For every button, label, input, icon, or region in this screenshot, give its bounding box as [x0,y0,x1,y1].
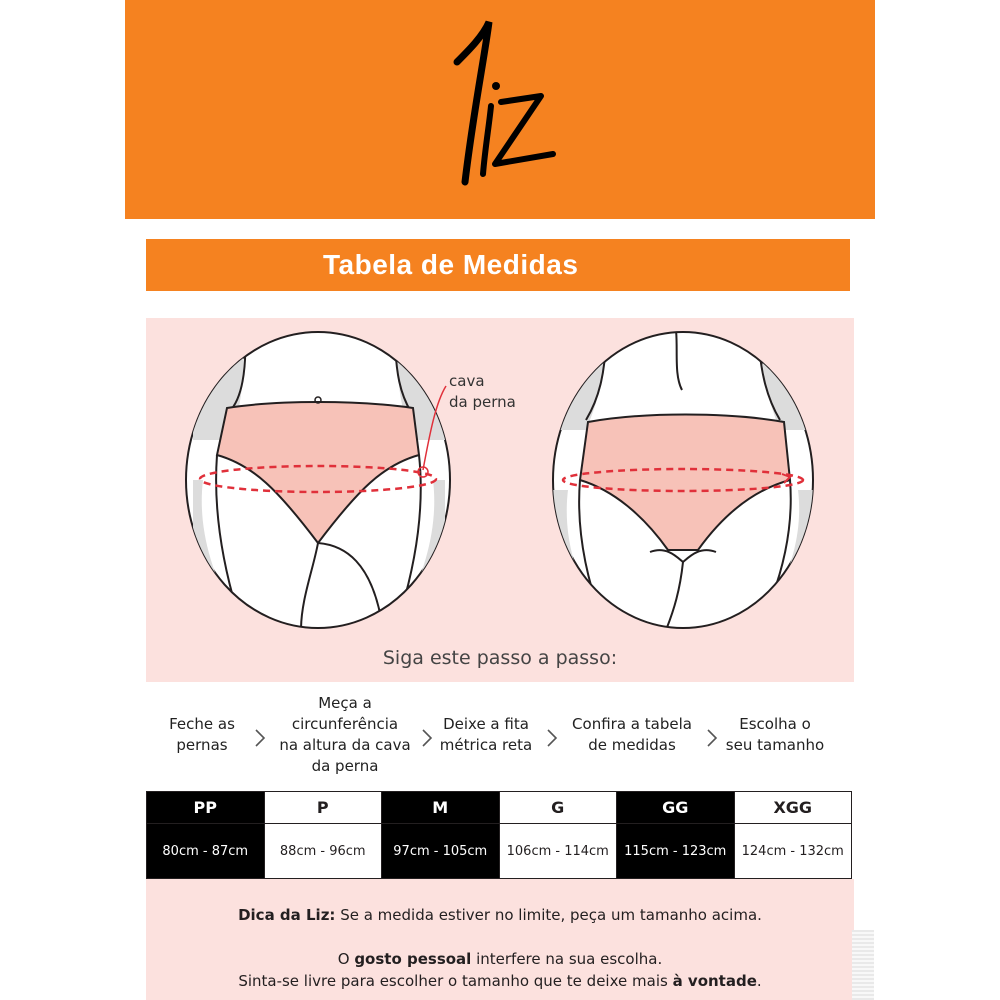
tip-line-1 [146,906,854,924]
edge-decoration [852,930,874,1000]
tip-line-3 [146,972,854,990]
size-measure: 88cm - 96cm [264,824,382,879]
step-close-legs [154,714,250,756]
steps-row [146,682,854,790]
tip-text: Sinta-se livre para escolher o tamanho que te deixe mais [238,972,673,990]
tip-line-2 [146,950,854,968]
step-line: na altura da cava [279,736,411,754]
size-measure: 106cm - 114cm [499,824,617,879]
size-label: M [382,792,500,824]
step-line: Feche as [169,715,235,733]
tip-text: O [337,950,355,968]
chevron-right-icon [706,728,718,748]
tip-text: interfere na sua escolha. [471,950,663,968]
size-header-row [147,792,852,824]
tip-text: . [756,972,762,990]
back-view-illustration [548,330,818,630]
step-line: da perna [311,757,379,775]
tip-label: Dica da Liz: [238,906,336,924]
size-label: PP [147,792,265,824]
callout-line-2: da perna [449,393,516,411]
size-measure: 97cm - 105cm [382,824,500,879]
liz-logo [445,14,560,189]
size-measure-row [147,824,852,879]
tip-text: Se a medida estiver no limite, peça um tamanho acima. [335,906,762,924]
step-measure [270,693,420,777]
size-table [146,791,852,879]
step-check-table [564,714,700,756]
callout-line-1: cava [449,372,485,390]
step-line: pernas [176,736,228,754]
step-line: circunferência [291,715,399,733]
chevron-right-icon [421,728,433,748]
chevron-right-icon [546,728,558,748]
size-label: P [264,792,382,824]
step-line: Deixe a fita [443,715,529,733]
size-measure: 124cm - 132cm [734,824,852,879]
tip-emphasis: gosto pessoal [354,950,472,968]
size-measure: 80cm - 87cm [147,824,265,879]
step-line: Escolha o [739,715,811,733]
step-line: de medidas [588,736,676,754]
step-choose-size [720,714,830,756]
size-label: XGG [734,792,852,824]
page-title: Tabela de Medidas [146,239,850,291]
size-label: GG [617,792,735,824]
step-line: métrica reta [439,736,533,754]
step-keep-tape-straight [436,714,536,756]
chevron-right-icon [254,728,266,748]
tip-emphasis: à vontade [672,972,757,990]
step-line: seu tamanho [725,736,825,754]
step-line: Meça a [318,694,372,712]
steps-intro: Siga este passo a passo: [382,647,618,669]
front-view-illustration [183,330,453,630]
step-line: Confira a tabela [572,715,692,733]
size-label: G [499,792,617,824]
size-measure: 115cm - 123cm [617,824,735,879]
leg-opening-callout [449,371,516,413]
